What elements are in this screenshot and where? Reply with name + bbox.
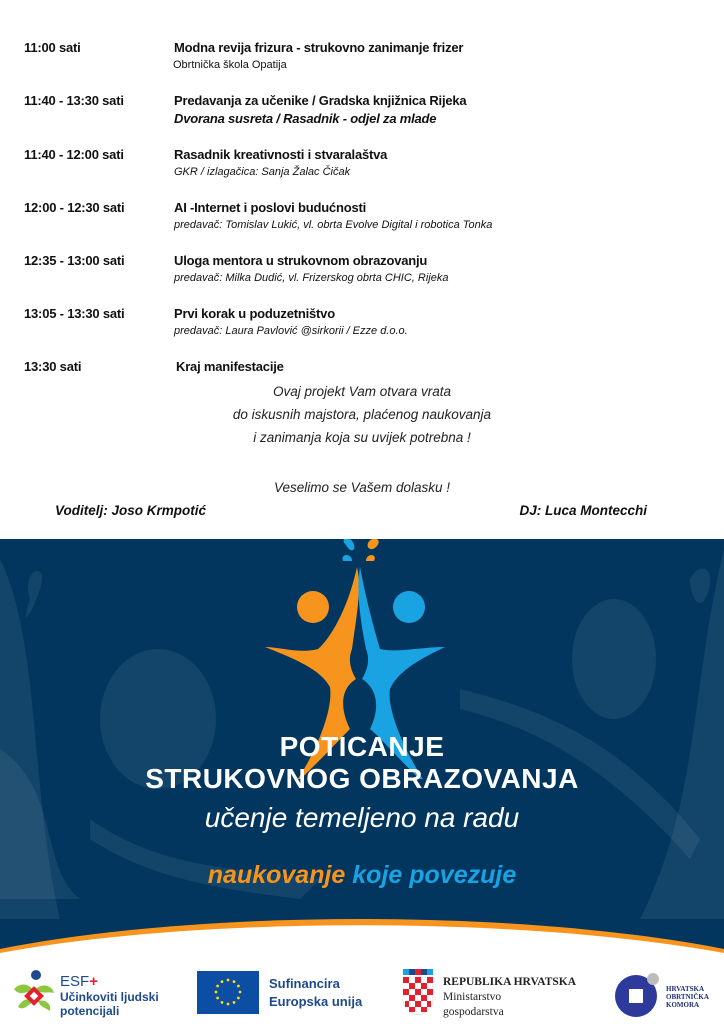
hok-logo-text: [666, 985, 709, 1009]
banner-title-line2: STRUKOVNOG OBRAZOVANJA: [145, 763, 579, 794]
schedule-subtitle: GKR / izlagačica: Sanja Žalac Čičak: [174, 166, 351, 178]
hok-line2: OBRTNIČKA: [666, 993, 709, 1001]
schedule-subtitle: Dvorana susreta / Rasadnik - odjel za mlade: [174, 111, 437, 126]
schedule-time: 11:40 - 13:30 sati: [24, 93, 124, 108]
esf-title: ESF: [60, 973, 90, 990]
croatian-coat-of-arms-icon: [401, 968, 435, 1016]
banner-bottom-curve: [0, 539, 724, 959]
tagline-orange: naukovanje: [207, 861, 346, 889]
banner-title-line1: POTICANJE: [279, 731, 445, 762]
host-credit: Voditelj: Joso Krmpotić: [55, 503, 207, 518]
schedule-time: 11:00 sati: [24, 40, 81, 55]
ministry-logo-text: [443, 975, 576, 1020]
eu-line1: Sufinancira: [269, 976, 340, 991]
schedule-time: 11:40 - 12:00 sati: [24, 147, 124, 162]
tagline-blue: koje povezuje: [352, 861, 517, 889]
schedule-time: 13:30 sati: [24, 359, 82, 374]
esf-line1: Učinkoviti ljudski: [60, 990, 159, 1004]
esf-plus: +: [89, 973, 98, 990]
schedule-time: 12:00 - 12:30 sati: [24, 200, 125, 215]
schedule-title: AI -Internet i poslovi budućnosti: [174, 200, 367, 215]
schedule-title: Predavanja za učenike / Gradska knjižnica Rijeka: [174, 93, 467, 108]
message-line: do iskusnih majstora, plaćenog naukovanja: [232, 407, 492, 422]
hok-line3: KOMORA: [666, 1001, 700, 1009]
hok-logo-icon: [614, 969, 664, 1019]
schedule-title: Kraj manifestacije: [176, 359, 284, 374]
message-line: Ovaj projekt Vam otvara vrata: [272, 384, 452, 399]
eu-line2: Europska unija: [269, 994, 363, 1009]
dj-credit: DJ: Luca Montecchi: [519, 503, 647, 518]
esf-logo-text: [60, 973, 159, 1018]
schedule-subtitle: predavač: Laura Pavlović @sirkorii / Ezze d.o.o.: [174, 325, 408, 337]
schedule-subtitle: predavač: Tomislav Lukić, vl. obrta Evolve Digital i robotica Tonka: [174, 219, 493, 231]
banner-subtitle: učenje temeljeno na radu: [204, 802, 520, 833]
eu-flag-icon: [197, 971, 259, 1014]
schedule-time: 12:35 - 13:00 sati: [24, 253, 125, 268]
schedule-title: Uloga mentora u strukovnom obrazovanju: [174, 253, 428, 268]
ministry-line2: Ministarstvo: [443, 991, 502, 1003]
promo-banner: [0, 539, 724, 959]
eu-logo-text: [269, 975, 362, 1011]
hok-line1: HRVATSKA: [666, 985, 705, 993]
esf-line2: potencijali: [60, 1004, 120, 1018]
schedule-subtitle: Obrtnička škola Opatija: [173, 59, 287, 71]
sponsor-logos: [0, 959, 724, 1024]
esf-logo-icon: [12, 969, 56, 1013]
schedule-title: Modna revija frizura - strukovno zanimanje frizer: [174, 40, 464, 55]
schedule-title: Prvi korak u poduzetništvo: [174, 306, 335, 321]
ministry-line1: REPUBLIKA HRVATSKA: [443, 976, 577, 988]
closing-message: Veselimo se Vašem dolasku !: [273, 480, 451, 495]
schedule-time: 13:05 - 13:30 sati: [24, 306, 125, 321]
schedule-title: Rasadnik kreativnosti i stvaralaštva: [174, 147, 388, 162]
ministry-line3: gospodarstva: [443, 1006, 504, 1018]
message-line: i zanimanja koja su uvijek potrebna !: [253, 430, 471, 445]
schedule-subtitle: predavač: Milka Dudić, vl. Frizerskog obrta CHIC, Rijeka: [174, 272, 449, 284]
